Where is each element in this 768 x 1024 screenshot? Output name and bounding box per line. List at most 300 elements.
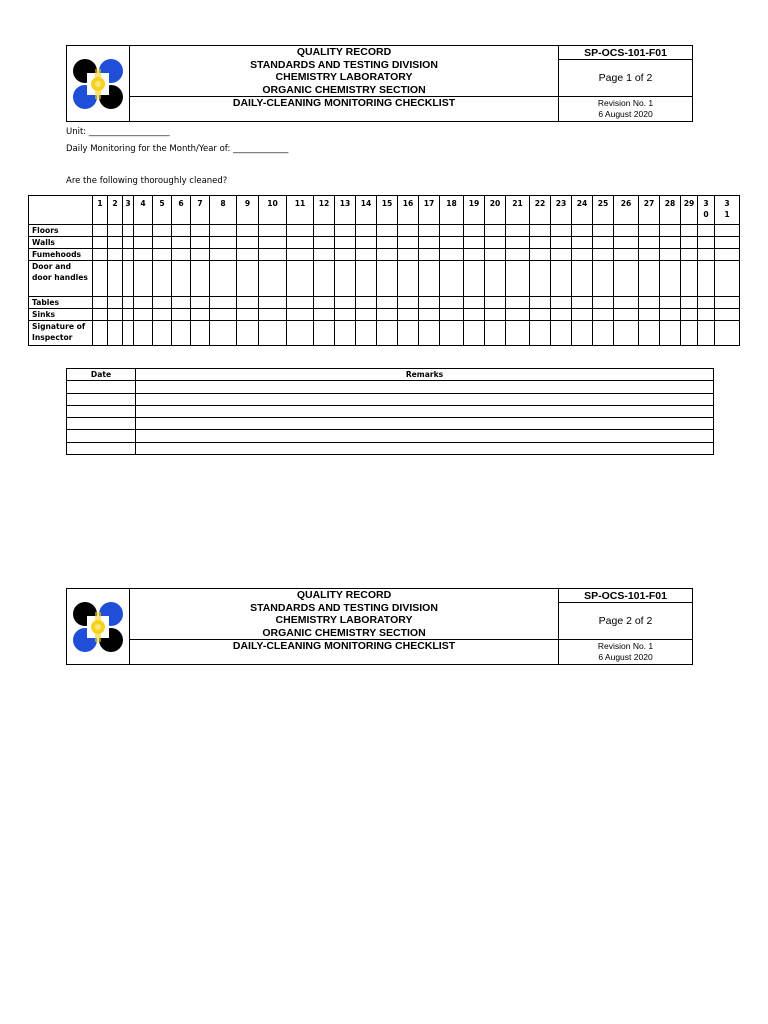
check-cell[interactable] xyxy=(123,225,134,237)
check-cell[interactable] xyxy=(123,321,134,346)
header-title-line: ORGANIC CHEMISTRY SECTION xyxy=(262,83,426,96)
check-cell[interactable] xyxy=(153,297,172,309)
cleaning-checklist-grid xyxy=(28,195,740,346)
check-cell[interactable] xyxy=(398,225,419,237)
header-title-block xyxy=(130,46,559,97)
check-cell[interactable] xyxy=(660,261,681,297)
check-cell[interactable] xyxy=(237,237,259,249)
checklist-question: Are the following thoroughly cleaned? xyxy=(66,176,228,186)
check-cell[interactable] xyxy=(506,321,530,346)
check-cell[interactable] xyxy=(660,321,681,346)
check-cell[interactable] xyxy=(314,321,335,346)
check-cell[interactable] xyxy=(287,297,314,309)
check-cell[interactable] xyxy=(464,237,485,249)
check-cell[interactable] xyxy=(314,297,335,309)
checklist-row xyxy=(29,321,740,346)
check-cell[interactable] xyxy=(464,297,485,309)
check-cell[interactable] xyxy=(335,249,356,261)
check-cell[interactable] xyxy=(572,321,593,346)
remarks-row xyxy=(67,418,714,430)
check-cell[interactable] xyxy=(530,249,551,261)
remarks-text-cell[interactable] xyxy=(136,442,714,454)
check-cell[interactable] xyxy=(398,321,419,346)
check-cell[interactable] xyxy=(485,225,506,237)
check-cell[interactable] xyxy=(419,309,440,321)
check-cell[interactable] xyxy=(153,321,172,346)
remarks-date-cell[interactable] xyxy=(67,405,136,417)
remarks-header-remarks: Remarks xyxy=(136,369,714,381)
remarks-text-cell[interactable] xyxy=(136,430,714,442)
day-column-header: 4 xyxy=(134,196,153,225)
check-cell[interactable] xyxy=(210,309,237,321)
grid-corner-cell xyxy=(29,196,93,225)
check-cell[interactable] xyxy=(108,309,123,321)
checklist-item-label: Walls xyxy=(29,237,93,249)
check-cell[interactable] xyxy=(530,261,551,297)
check-cell[interactable] xyxy=(123,261,134,297)
check-cell[interactable] xyxy=(698,261,715,297)
check-cell[interactable] xyxy=(681,249,698,261)
check-cell[interactable] xyxy=(153,249,172,261)
check-cell[interactable] xyxy=(593,237,614,249)
check-cell[interactable] xyxy=(639,297,660,309)
day-column-header: 3 xyxy=(123,196,134,225)
dost-logo-icon xyxy=(73,602,123,652)
check-cell[interactable] xyxy=(335,309,356,321)
check-cell[interactable] xyxy=(134,297,153,309)
check-cell[interactable] xyxy=(593,297,614,309)
check-cell[interactable] xyxy=(715,225,740,237)
check-cell[interactable] xyxy=(153,237,172,249)
check-cell[interactable] xyxy=(356,225,377,237)
check-cell[interactable] xyxy=(259,321,287,346)
check-cell[interactable] xyxy=(108,297,123,309)
day-column-header: 24 xyxy=(572,196,593,225)
check-cell[interactable] xyxy=(287,225,314,237)
check-cell[interactable] xyxy=(237,309,259,321)
check-cell[interactable] xyxy=(572,297,593,309)
check-cell[interactable] xyxy=(464,261,485,297)
check-cell[interactable] xyxy=(134,249,153,261)
check-cell[interactable] xyxy=(259,237,287,249)
day-column-header: 3 0 xyxy=(698,196,715,225)
check-cell[interactable] xyxy=(93,297,108,309)
check-cell[interactable] xyxy=(123,309,134,321)
check-cell[interactable] xyxy=(530,225,551,237)
header-title-line: QUALITY RECORD xyxy=(296,589,392,601)
check-cell[interactable] xyxy=(237,321,259,346)
check-cell[interactable] xyxy=(551,321,572,346)
check-cell[interactable] xyxy=(377,237,398,249)
check-cell[interactable] xyxy=(485,261,506,297)
check-cell[interactable] xyxy=(398,249,419,261)
check-cell[interactable] xyxy=(259,297,287,309)
day-column-header: 27 xyxy=(639,196,660,225)
check-cell[interactable] xyxy=(506,237,530,249)
check-cell[interactable] xyxy=(440,225,464,237)
check-cell[interactable] xyxy=(153,225,172,237)
check-cell[interactable] xyxy=(153,261,172,297)
remarks-date-cell[interactable] xyxy=(67,418,136,430)
check-cell[interactable] xyxy=(377,225,398,237)
check-cell[interactable] xyxy=(419,261,440,297)
check-cell[interactable] xyxy=(698,321,715,346)
check-cell[interactable] xyxy=(259,249,287,261)
revision-number: Revision No. 1 xyxy=(597,98,654,108)
check-cell[interactable] xyxy=(287,321,314,346)
check-cell[interactable] xyxy=(377,249,398,261)
check-cell[interactable] xyxy=(398,237,419,249)
check-cell[interactable] xyxy=(335,321,356,346)
check-cell[interactable] xyxy=(572,249,593,261)
check-cell[interactable] xyxy=(614,237,639,249)
header-title-line: ORGANIC CHEMISTRY SECTION xyxy=(262,626,426,639)
agency-logo xyxy=(67,46,130,122)
check-cell[interactable] xyxy=(572,261,593,297)
check-cell[interactable] xyxy=(698,237,715,249)
remarks-row xyxy=(67,381,714,393)
check-cell[interactable] xyxy=(551,249,572,261)
checklist-row xyxy=(29,297,740,309)
page-number: Page 2 of 2 xyxy=(559,603,693,640)
check-cell[interactable] xyxy=(93,249,108,261)
check-cell[interactable] xyxy=(191,225,210,237)
check-cell[interactable] xyxy=(134,225,153,237)
check-cell[interactable] xyxy=(123,297,134,309)
header-title-line: STANDARDS AND TESTING DIVISION xyxy=(250,58,438,71)
check-cell[interactable] xyxy=(287,261,314,297)
check-cell[interactable] xyxy=(681,309,698,321)
day-column-header: 12 xyxy=(314,196,335,225)
day-column-header: 7 xyxy=(191,196,210,225)
check-cell[interactable] xyxy=(134,237,153,249)
check-cell[interactable] xyxy=(681,321,698,346)
check-cell[interactable] xyxy=(210,321,237,346)
check-cell[interactable] xyxy=(335,261,356,297)
day-column-header: 22 xyxy=(530,196,551,225)
header-title-line: QUALITY RECORD xyxy=(296,46,392,58)
check-cell[interactable] xyxy=(237,225,259,237)
check-cell[interactable] xyxy=(639,309,660,321)
check-cell[interactable] xyxy=(93,261,108,297)
day-column-header: 25 xyxy=(593,196,614,225)
check-cell[interactable] xyxy=(356,261,377,297)
check-cell[interactable] xyxy=(419,321,440,346)
check-cell[interactable] xyxy=(639,321,660,346)
checklist-row xyxy=(29,237,740,249)
header-title-line: STANDARDS AND TESTING DIVISION xyxy=(250,601,438,614)
check-cell[interactable] xyxy=(93,309,108,321)
day-column-header: 3 1 xyxy=(715,196,740,225)
checklist-item-label: Signature of Inspector xyxy=(29,321,93,346)
check-cell[interactable] xyxy=(191,297,210,309)
check-cell[interactable] xyxy=(593,309,614,321)
check-cell[interactable] xyxy=(530,321,551,346)
check-cell[interactable] xyxy=(419,237,440,249)
check-cell[interactable] xyxy=(314,249,335,261)
check-cell[interactable] xyxy=(506,309,530,321)
check-cell[interactable] xyxy=(153,309,172,321)
day-column-header: 26 xyxy=(614,196,639,225)
check-cell[interactable] xyxy=(398,309,419,321)
check-cell[interactable] xyxy=(681,237,698,249)
check-cell[interactable] xyxy=(123,249,134,261)
check-cell[interactable] xyxy=(259,225,287,237)
check-cell[interactable] xyxy=(551,237,572,249)
check-cell[interactable] xyxy=(551,261,572,297)
document-code: SP-OCS-101-F01 xyxy=(559,46,693,60)
check-cell[interactable] xyxy=(259,261,287,297)
check-cell[interactable] xyxy=(506,225,530,237)
check-cell[interactable] xyxy=(660,237,681,249)
document-header-page-1 xyxy=(66,45,693,122)
checklist-item-label: Floors xyxy=(29,225,93,237)
check-cell[interactable] xyxy=(287,237,314,249)
check-cell[interactable] xyxy=(398,261,419,297)
revision-info xyxy=(559,640,693,665)
check-cell[interactable] xyxy=(715,249,740,261)
check-cell[interactable] xyxy=(614,225,639,237)
check-cell[interactable] xyxy=(210,261,237,297)
check-cell[interactable] xyxy=(506,261,530,297)
remarks-date-cell[interactable] xyxy=(67,381,136,393)
page-number: Page 1 of 2 xyxy=(559,60,693,97)
document-header-page-2 xyxy=(66,588,693,665)
check-cell[interactable] xyxy=(314,309,335,321)
check-cell[interactable] xyxy=(356,237,377,249)
header-title-line: CHEMISTRY LABORATORY xyxy=(275,614,413,626)
day-column-header: 13 xyxy=(335,196,356,225)
check-cell[interactable] xyxy=(614,261,639,297)
check-cell[interactable] xyxy=(614,309,639,321)
check-cell[interactable] xyxy=(715,261,740,297)
check-cell[interactable] xyxy=(681,225,698,237)
check-cell[interactable] xyxy=(593,249,614,261)
check-cell[interactable] xyxy=(551,225,572,237)
checklist-item-label: Sinks xyxy=(29,309,93,321)
remarks-text-cell[interactable] xyxy=(136,405,714,417)
check-cell[interactable] xyxy=(134,261,153,297)
check-cell[interactable] xyxy=(464,225,485,237)
check-cell[interactable] xyxy=(287,249,314,261)
check-cell[interactable] xyxy=(335,297,356,309)
check-cell[interactable] xyxy=(419,225,440,237)
check-cell[interactable] xyxy=(93,237,108,249)
check-cell[interactable] xyxy=(108,261,123,297)
remarks-date-cell[interactable] xyxy=(67,430,136,442)
check-cell[interactable] xyxy=(108,321,123,346)
day-column-header: 11 xyxy=(287,196,314,225)
checklist-item-label: Fumehoods xyxy=(29,249,93,261)
remarks-table xyxy=(66,368,714,455)
check-cell[interactable] xyxy=(485,237,506,249)
check-cell[interactable] xyxy=(172,237,191,249)
check-cell[interactable] xyxy=(356,321,377,346)
remarks-header-date: Date xyxy=(67,369,136,381)
check-cell[interactable] xyxy=(108,237,123,249)
check-cell[interactable] xyxy=(551,297,572,309)
check-cell[interactable] xyxy=(698,297,715,309)
check-cell[interactable] xyxy=(108,249,123,261)
check-cell[interactable] xyxy=(210,225,237,237)
check-cell[interactable] xyxy=(191,321,210,346)
check-cell[interactable] xyxy=(614,249,639,261)
header-title-line: CHEMISTRY LABORATORY xyxy=(275,71,413,83)
check-cell[interactable] xyxy=(172,309,191,321)
check-cell[interactable] xyxy=(485,297,506,309)
check-cell[interactable] xyxy=(134,321,153,346)
check-cell[interactable] xyxy=(259,309,287,321)
check-cell[interactable] xyxy=(715,237,740,249)
check-cell[interactable] xyxy=(419,249,440,261)
remarks-row xyxy=(67,405,714,417)
check-cell[interactable] xyxy=(93,225,108,237)
check-cell[interactable] xyxy=(506,249,530,261)
check-cell[interactable] xyxy=(485,321,506,346)
check-cell[interactable] xyxy=(191,309,210,321)
day-column-header: 1 xyxy=(93,196,108,225)
check-cell[interactable] xyxy=(698,225,715,237)
check-cell[interactable] xyxy=(93,321,108,346)
check-cell[interactable] xyxy=(639,261,660,297)
check-cell[interactable] xyxy=(698,309,715,321)
check-cell[interactable] xyxy=(108,225,123,237)
check-cell[interactable] xyxy=(593,225,614,237)
check-cell[interactable] xyxy=(440,261,464,297)
check-cell[interactable] xyxy=(715,297,740,309)
check-cell[interactable] xyxy=(660,249,681,261)
checklist-row xyxy=(29,225,740,237)
check-cell[interactable] xyxy=(639,237,660,249)
check-cell[interactable] xyxy=(464,321,485,346)
check-cell[interactable] xyxy=(172,225,191,237)
day-column-header: 18 xyxy=(440,196,464,225)
check-cell[interactable] xyxy=(614,297,639,309)
check-cell[interactable] xyxy=(377,297,398,309)
check-cell[interactable] xyxy=(440,249,464,261)
check-cell[interactable] xyxy=(191,261,210,297)
check-cell[interactable] xyxy=(681,261,698,297)
check-cell[interactable] xyxy=(551,309,572,321)
check-cell[interactable] xyxy=(314,237,335,249)
check-cell[interactable] xyxy=(698,249,715,261)
check-cell[interactable] xyxy=(287,309,314,321)
month-year-field-label: Daily Monitoring for the Month/Year of: _____________ xyxy=(66,144,289,154)
checklist-item-label: Door and door handles xyxy=(29,261,93,297)
day-column-header: 10 xyxy=(259,196,287,225)
check-cell[interactable] xyxy=(172,321,191,346)
agency-logo xyxy=(67,589,130,665)
check-cell[interactable] xyxy=(660,309,681,321)
check-cell[interactable] xyxy=(593,321,614,346)
remarks-text-cell[interactable] xyxy=(136,393,714,405)
day-column-header: 14 xyxy=(356,196,377,225)
day-column-header: 29 xyxy=(681,196,698,225)
check-cell[interactable] xyxy=(237,261,259,297)
check-cell[interactable] xyxy=(314,225,335,237)
check-cell[interactable] xyxy=(506,297,530,309)
check-cell[interactable] xyxy=(335,237,356,249)
revision-info xyxy=(559,97,693,122)
day-column-header: 2 xyxy=(108,196,123,225)
revision-number: Revision No. 1 xyxy=(597,641,654,651)
remarks-row xyxy=(67,442,714,454)
remarks-text-cell[interactable] xyxy=(136,381,714,393)
check-cell[interactable] xyxy=(356,297,377,309)
check-cell[interactable] xyxy=(172,297,191,309)
check-cell[interactable] xyxy=(356,249,377,261)
check-cell[interactable] xyxy=(440,297,464,309)
check-cell[interactable] xyxy=(377,309,398,321)
day-column-header: 21 xyxy=(506,196,530,225)
day-column-header: 19 xyxy=(464,196,485,225)
check-cell[interactable] xyxy=(464,309,485,321)
check-cell[interactable] xyxy=(440,321,464,346)
check-cell[interactable] xyxy=(237,249,259,261)
check-cell[interactable] xyxy=(530,297,551,309)
remarks-date-cell[interactable] xyxy=(67,393,136,405)
check-cell[interactable] xyxy=(530,237,551,249)
check-cell[interactable] xyxy=(134,309,153,321)
check-cell[interactable] xyxy=(237,297,259,309)
check-cell[interactable] xyxy=(715,321,740,346)
check-cell[interactable] xyxy=(210,237,237,249)
check-cell[interactable] xyxy=(191,249,210,261)
check-cell[interactable] xyxy=(314,261,335,297)
remarks-date-cell[interactable] xyxy=(67,442,136,454)
check-cell[interactable] xyxy=(660,225,681,237)
check-cell[interactable] xyxy=(210,249,237,261)
check-cell[interactable] xyxy=(639,225,660,237)
check-cell[interactable] xyxy=(356,309,377,321)
check-cell[interactable] xyxy=(335,225,356,237)
day-column-header: 16 xyxy=(398,196,419,225)
check-cell[interactable] xyxy=(191,237,210,249)
check-cell[interactable] xyxy=(210,297,237,309)
check-cell[interactable] xyxy=(681,297,698,309)
day-column-header: 17 xyxy=(419,196,440,225)
check-cell[interactable] xyxy=(398,297,419,309)
check-cell[interactable] xyxy=(172,261,191,297)
check-cell[interactable] xyxy=(639,249,660,261)
check-cell[interactable] xyxy=(660,297,681,309)
check-cell[interactable] xyxy=(530,309,551,321)
check-cell[interactable] xyxy=(593,261,614,297)
check-cell[interactable] xyxy=(377,321,398,346)
day-column-header: 5 xyxy=(153,196,172,225)
remarks-row xyxy=(67,430,714,442)
check-cell[interactable] xyxy=(715,309,740,321)
checklist-item-label: Tables xyxy=(29,297,93,309)
check-cell[interactable] xyxy=(440,309,464,321)
check-cell[interactable] xyxy=(485,249,506,261)
check-cell[interactable] xyxy=(572,225,593,237)
check-cell[interactable] xyxy=(172,249,191,261)
check-cell[interactable] xyxy=(572,237,593,249)
check-cell[interactable] xyxy=(572,309,593,321)
day-column-header: 8 xyxy=(210,196,237,225)
check-cell[interactable] xyxy=(419,297,440,309)
check-cell[interactable] xyxy=(377,261,398,297)
check-cell[interactable] xyxy=(614,321,639,346)
remarks-text-cell[interactable] xyxy=(136,418,714,430)
check-cell[interactable] xyxy=(440,237,464,249)
check-cell[interactable] xyxy=(464,249,485,261)
day-column-header: 6 xyxy=(172,196,191,225)
check-cell[interactable] xyxy=(485,309,506,321)
revision-date: 6 August 2020 xyxy=(598,652,653,662)
check-cell[interactable] xyxy=(123,237,134,249)
